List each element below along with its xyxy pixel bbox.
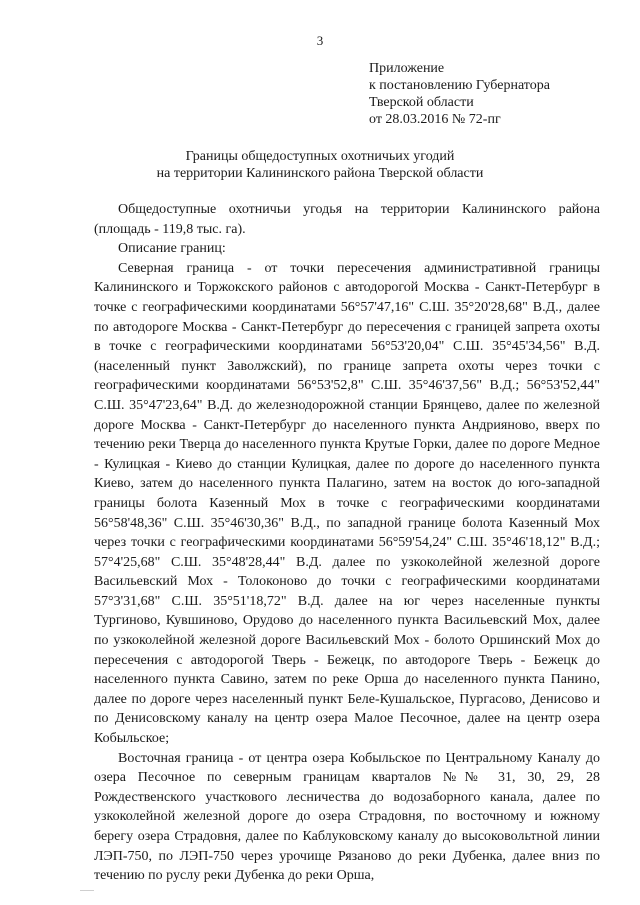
east-border-paragraph: Восточная граница - от центра озера Кобыльское по Центральному Каналу до озера Песочное по северным границам кварталов №№ 31, 30, 29, 28 Рождественского участкового лесничества до водозаборного канала, далее по узкоколейной железной дороге до озера Страдовня, по восточному и южному берегу озера Страдовня, далее по Каблуковскому каналу до высоковольтной линии ЛЭП-750, по ЛЭП-750 через урочище Рязаново до реки Дубенка, далее вниз по течению по руслу реки Дубенка до реки Орша,	[94, 750, 600, 884]
appendix-block	[369, 60, 550, 128]
document-title	[0, 148, 640, 182]
appendix-line-4: от 28.03.2016 № 72-пг	[369, 112, 501, 127]
document-body	[94, 200, 600, 886]
title-line-1: Границы общедоступных охотничьих угодий	[185, 149, 455, 164]
appendix-line-3: Тверской области	[369, 95, 474, 110]
intro-paragraph: Общедоступные охотничьи угодья на территории Калининского района (площадь - 119,8 тыс. га).	[94, 202, 600, 237]
title-line-2: на территории Калининского района Тверской области	[156, 166, 484, 181]
north-border-paragraph: Северная граница - от точки пересечения административной границы Калининского и Торжокского районов с автодорогой Москва - Санкт-Петербург в точке с географическими координатами 56°57'47,16" С.Ш. 35°20'28,68" В.Д., далее по автодороге Москва - Санкт-Петербург до пересечения с границей запрета охоты в точке с географическими координатами 56°53'20,04" С.Ш. 35°45'34,56" В.Д. (населенный пункт Заволжский), по границе запрета охоты через точки с географическими координатами 56°53'52,8" С.Ш. 35°46'37,56" В.Д.; 56°53'52,44" С.Ш. 35°47'23,64" В.Д. до железнодорожной станции Брянцево, далее по железной дороге Москва - Санкт-Петербург до населенного пункта Андрияново, вверх по течению реки Тверца до населенного пункта Крутые Горки, далее по дороге Медное - Кулицкая - Киево до станции Кулицкая, далее по дороге до населенного пункта Киево, затем до населенного пункта Палагино, затем на восток до юго-западной границы болота Казенный Мох в точке с географическими координатами 56°58'48,36" С.Ш. 35°46'30,36" В.Д., по западной границе болота Казенный Мох через точки с географическими координатами 56°59'54,24" С.Ш. 35°46'18,12" В.Д.; 57°4'25,68" С.Ш. 35°48'28,44" В.Д. далее по узкоколейной железной дороге Васильевский Мох - Толоконово до точки с географическими координатами 57°3'31,68" С.Ш. 35°51'18,72" В.Д. далее на юг через населенные пункты Тургиново, Кувшиново, Орудово до населенного пункта Васильевский Мох, далее по узкоколейной железной дороге Васильевский Мох - болото Оршинский Мох до пересечения с автодорогой Тверь - Бежецк, по автодороге Тверь - Бежецк до населенного пункта Савино, затем по реке Орша до населенного пункта Панино, далее по дороге через населенный пункт Беле-Кушальское, Пургасово, Денисово и по Денисовскому каналу на центр озера Малое Песочное, далее на центр озера Кобыльское;	[94, 260, 600, 747]
page-number: 3	[316, 33, 324, 48]
appendix-line-2: к постановлению Губернатора	[369, 78, 550, 93]
borders-heading: Описание границ:	[118, 241, 226, 257]
scan-artifact	[80, 890, 94, 891]
appendix-line-1: Приложение	[369, 61, 445, 76]
